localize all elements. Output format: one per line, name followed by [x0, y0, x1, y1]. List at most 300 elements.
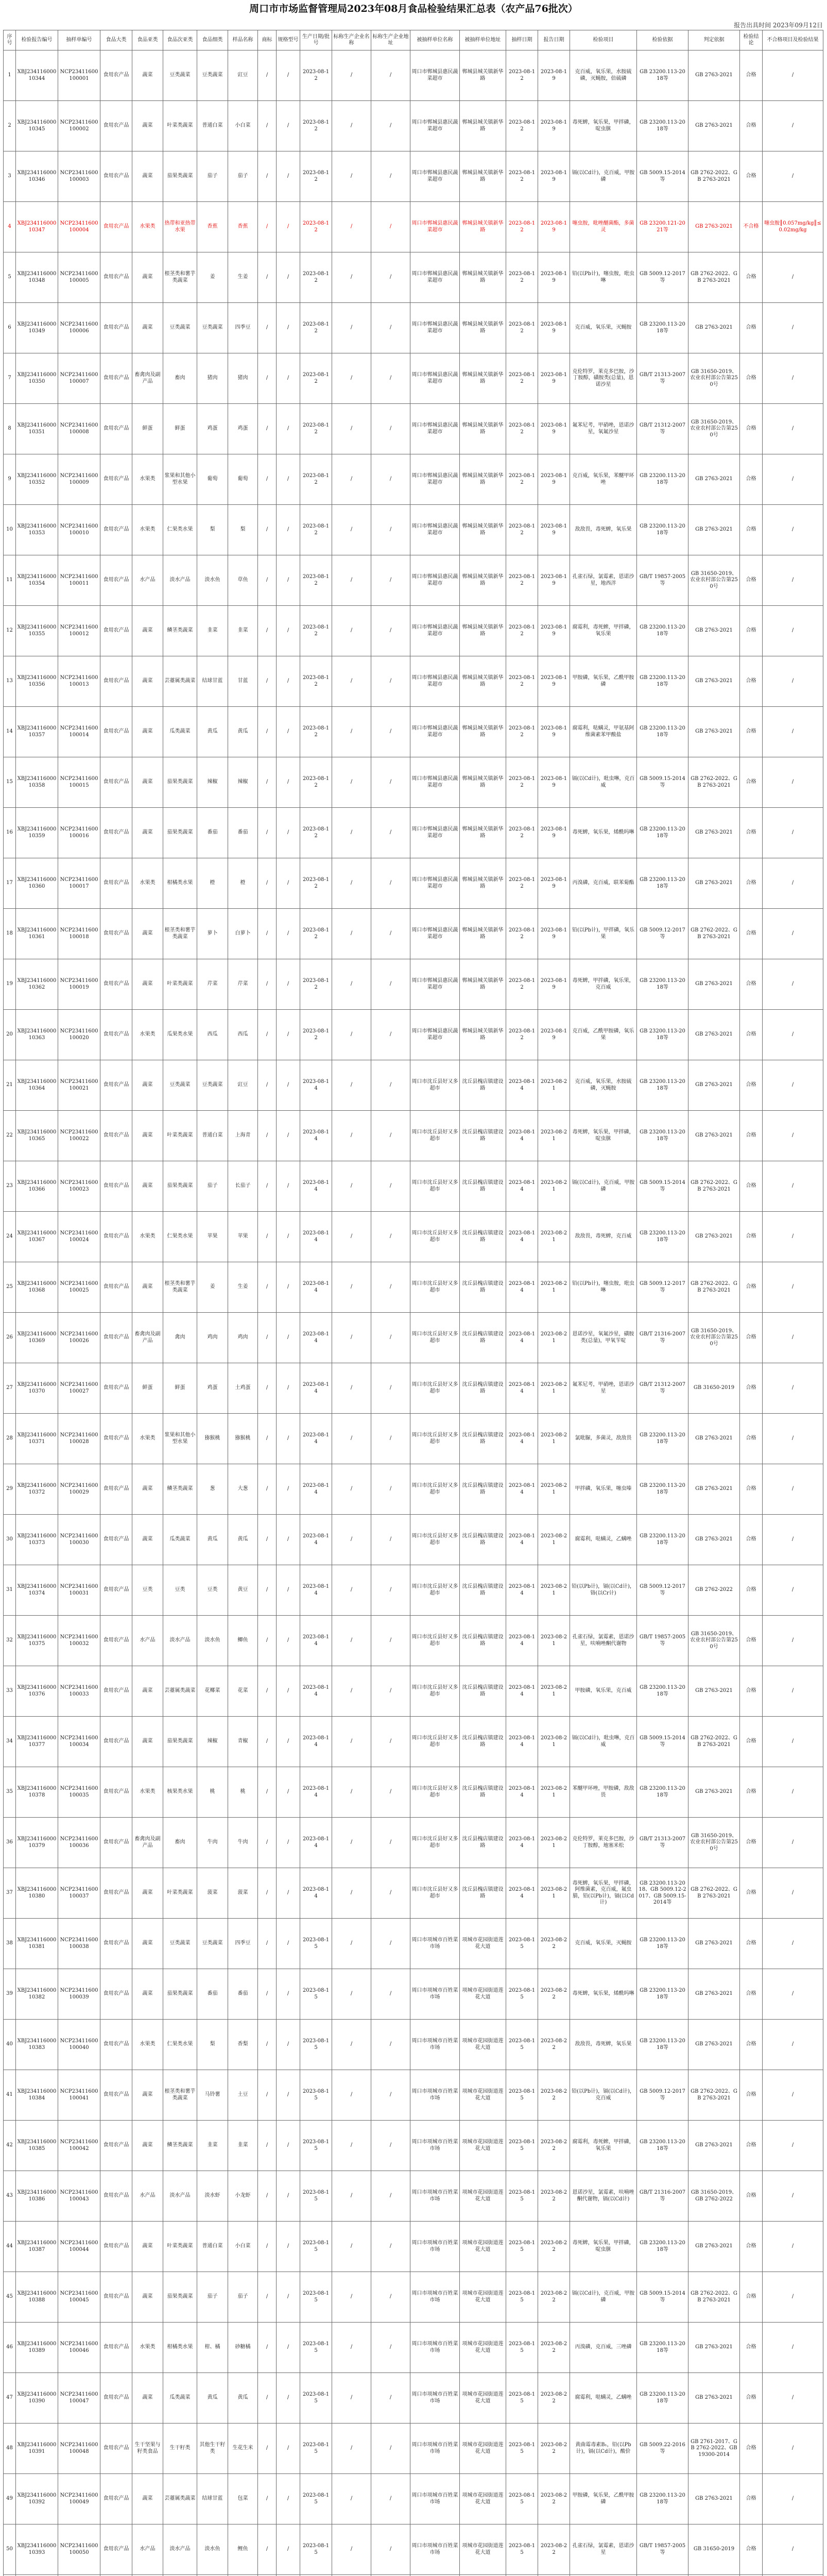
table-cell: /: [258, 1616, 277, 1666]
table-cell: /: [258, 2121, 277, 2171]
table-cell: /: [371, 1565, 410, 1616]
table-cell: 合格: [740, 101, 763, 151]
table-cell: 周口市沈丘县好又多超市: [410, 1363, 460, 1414]
table-cell: 2023-08-12: [506, 151, 538, 202]
table-cell: 项城市花园街道莲花大道: [460, 2272, 506, 2323]
table-cell: 合格: [740, 2373, 763, 2424]
table-cell: 合格: [740, 2121, 763, 2171]
table-cell: 2023-08-15: [506, 2524, 538, 2575]
table-cell: 周口市项城市百姓菜市场: [410, 2171, 460, 2222]
table-cell: 2023-08-15: [300, 2424, 332, 2474]
table-cell: /: [277, 2020, 300, 2070]
table-cell: /: [371, 2222, 410, 2272]
table-cell: 周口市项城市百姓菜市场: [410, 2323, 460, 2373]
table-cell: 噻虫胺║0.057mg/kg║≤0.02mg/kg: [763, 202, 823, 252]
table-cell: /: [277, 1464, 300, 1515]
table-cell: 食用农产品: [100, 1868, 132, 1919]
column-header: 检验项目: [570, 30, 637, 50]
column-header: 食品大类: [100, 30, 132, 50]
table-cell: 辣椒: [197, 757, 228, 808]
table-cell: 黄曲霉毒素B₁，铅(以Pb计)，镉(以Cd计)，酸价: [570, 2424, 637, 2474]
table-cell: 沈丘县槐店镇建设路: [460, 1161, 506, 1212]
table-cell: /: [371, 1161, 410, 1212]
table-cell: 茄果类蔬菜: [163, 1969, 197, 2020]
table-cell: 瓜类蔬菜: [163, 1515, 197, 1565]
table-cell: 22: [4, 1111, 16, 1161]
table-cell: 浆果和其他小型水果: [163, 1414, 197, 1464]
table-cell: /: [258, 1818, 277, 1868]
table-cell: GB 2762-2022、GB 2763-2021: [688, 757, 740, 808]
table-cell: 合格: [740, 1515, 763, 1565]
table-cell: 食用农产品: [100, 1717, 132, 1767]
table-cell: 2023-08-14: [506, 1464, 538, 1515]
table-cell: 水果类: [132, 1010, 163, 1060]
table-cell: /: [371, 1969, 410, 2020]
table-cell: 24: [4, 1212, 16, 1262]
table-cell: 毒死蜱，氧乐果，甲拌磷，阿维菌素，克百威，氟虫腈，铅(以Pb计)，镉(以Cd计): [570, 1868, 637, 1919]
table-cell: XBJ23411600010368: [16, 1262, 58, 1313]
table-cell: GB 2762-2022、GB 2763-2021: [688, 1717, 740, 1767]
table-cell: GB 2763-2021: [688, 959, 740, 1010]
table-cell: 2023-08-12: [300, 656, 332, 707]
table-cell: 合格: [740, 1717, 763, 1767]
table-cell: /: [277, 2121, 300, 2171]
table-cell: 2023-08-22: [538, 2272, 570, 2323]
table-cell: 合格: [740, 2474, 763, 2524]
table-row: [4, 505, 823, 555]
table-cell: 27: [4, 1363, 16, 1414]
table-cell: 沈丘县槐店镇建设路: [460, 1868, 506, 1919]
table-cell: 周口市郸城县惠民蔬菜超市: [410, 606, 460, 656]
table-cell: 45: [4, 2272, 16, 2323]
table-cell: /: [277, 2474, 300, 2524]
table-cell: XBJ23411600010361: [16, 909, 58, 959]
table-cell: 蔬菜: [132, 50, 163, 101]
table-cell: 腐霉利，哒螨灵，甲氨基阿维菌素苯甲酸盐: [570, 707, 637, 757]
table-cell: 31: [4, 1565, 16, 1616]
table-cell: 食用农产品: [100, 505, 132, 555]
table-cell: 姜: [197, 252, 228, 303]
table-cell: XBJ23411600010357: [16, 707, 58, 757]
table-cell: 叶菜类蔬菜: [163, 1111, 197, 1161]
table-cell: GB 2763-2021: [688, 202, 740, 252]
table-cell: XBJ23411600010373: [16, 1515, 58, 1565]
table-cell: 周口市郸城县惠民蔬菜超市: [410, 353, 460, 404]
table-cell: /: [258, 1111, 277, 1161]
table-cell: /: [371, 757, 410, 808]
table-cell: GB 2763-2021: [688, 1010, 740, 1060]
table-cell: /: [277, 909, 300, 959]
table-cell: GB 23200.113-2018等: [637, 303, 688, 353]
table-cell: 蔬菜: [132, 959, 163, 1010]
table-cell: 鲜蛋: [163, 1363, 197, 1414]
table-row: [4, 656, 823, 707]
table-cell: 周口市郸城县惠民蔬菜超市: [410, 808, 460, 858]
table-cell: GB 5009.22-2016等: [637, 2424, 688, 2474]
table-cell: 2023-08-12: [300, 555, 332, 606]
table-cell: GB 23200.113-2018等: [637, 1111, 688, 1161]
table-cell: /: [277, 1313, 300, 1363]
table-cell: /: [763, 1212, 823, 1262]
table-cell: 周口市项城市百姓菜市场: [410, 2474, 460, 2524]
table-cell: 周口市沈丘县好又多超市: [410, 1161, 460, 1212]
table-cell: 砂糖橘: [228, 2323, 258, 2373]
table-cell: 2023-08-19: [538, 707, 570, 757]
table-cell: 水果类: [132, 454, 163, 505]
table-cell: /: [763, 1666, 823, 1717]
table-cell: 食用农产品: [100, 1212, 132, 1262]
table-cell: 32: [4, 1616, 16, 1666]
table-cell: 食用农产品: [100, 1060, 132, 1111]
table-cell: XBJ23411600010385: [16, 2121, 58, 2171]
table-cell: 2023-08-21: [538, 1111, 570, 1161]
table-cell: GB 23200.113-2018等: [637, 2373, 688, 2424]
table-cell: NCP23411600100029: [58, 1464, 100, 1515]
table-cell: 黄豆: [228, 1565, 258, 1616]
table-cell: XBJ23411600010380: [16, 1868, 58, 1919]
table-cell: 2023-08-15: [300, 2373, 332, 2424]
table-cell: 2023-08-12: [300, 454, 332, 505]
table-cell: 2023-08-22: [538, 1969, 570, 2020]
table-cell: 根茎类和薯芋类蔬菜: [163, 2070, 197, 2121]
table-cell: GB 23200.113-2018等: [637, 454, 688, 505]
table-cell: 牛肉: [197, 1818, 228, 1868]
table-cell: 蔬菜: [132, 2373, 163, 2424]
table-cell: 克百威，氧乐果，灭蝇胺: [570, 1919, 637, 1969]
table-cell: XBJ23411600010353: [16, 505, 58, 555]
table-cell: 食用农产品: [100, 2524, 132, 2575]
table-cell: 豆类蔬菜: [163, 1060, 197, 1111]
table-cell: 21: [4, 1060, 16, 1111]
table-cell: 2023-08-12: [506, 555, 538, 606]
table-cell: /: [332, 2272, 371, 2323]
table-cell: 其他生干籽类: [197, 2424, 228, 2474]
table-cell: /: [332, 2020, 371, 2070]
table-cell: 周口市项城市百姓菜市场: [410, 2424, 460, 2474]
table-cell: 茄果类蔬菜: [163, 1161, 197, 1212]
column-header: 标称生产企业名称: [332, 30, 371, 50]
table-cell: GB/T 21316-2007等: [637, 1313, 688, 1363]
table-cell: 2023-08-14: [506, 1767, 538, 1818]
table-cell: /: [763, 1868, 823, 1919]
table-cell: XBJ23411600010374: [16, 1565, 58, 1616]
table-cell: 周口市沈丘县好又多超市: [410, 1767, 460, 1818]
table-cell: 蔬菜: [132, 1060, 163, 1111]
table-row: [4, 707, 823, 757]
table-cell: 8: [4, 404, 16, 454]
table-cell: 茄子: [197, 151, 228, 202]
table-cell: 合格: [740, 1464, 763, 1515]
table-cell: 28: [4, 1414, 16, 1464]
table-cell: /: [258, 1919, 277, 1969]
table-cell: /: [371, 2524, 410, 2575]
table-cell: /: [258, 50, 277, 101]
table-cell: /: [277, 1515, 300, 1565]
column-header: 食品亚类: [132, 30, 163, 50]
table-cell: /: [258, 707, 277, 757]
table-cell: /: [258, 2424, 277, 2474]
table-cell: 食用农产品: [100, 1010, 132, 1060]
table-cell: 13: [4, 656, 16, 707]
table-cell: 韭菜: [228, 2121, 258, 2171]
table-cell: 淡水虾: [197, 2171, 228, 2222]
table-cell: 热带和亚热带水果: [163, 202, 197, 252]
table-cell: /: [371, 1212, 410, 1262]
table-cell: /: [277, 555, 300, 606]
column-header: 抽样单编号: [58, 30, 100, 50]
table-cell: 柑橘类水果: [163, 858, 197, 909]
table-cell: GB 23200.113-2018等: [637, 50, 688, 101]
table-cell: 2023-08-21: [538, 1868, 570, 1919]
table-row: [4, 2323, 823, 2373]
table-cell: 2023-08-12: [506, 909, 538, 959]
table-cell: 黄瓜: [228, 707, 258, 757]
table-cell: /: [371, 1717, 410, 1767]
table-cell: 沈丘县槐店镇建设路: [460, 1262, 506, 1313]
table-cell: 瓜果类水果: [163, 1010, 197, 1060]
table-cell: NCP23411600100017: [58, 858, 100, 909]
table-cell: /: [763, 1060, 823, 1111]
table-cell: /: [332, 909, 371, 959]
table-cell: /: [332, 555, 371, 606]
table-cell: /: [258, 353, 277, 404]
table-cell: /: [277, 1666, 300, 1717]
table-cell: GB 5009.12-2017等: [637, 909, 688, 959]
table-cell: GB/T 21312-2007等: [637, 1363, 688, 1414]
table-cell: 孔雀石绿，氯霉素，恩诺沙星，地西泮: [570, 555, 637, 606]
table-cell: 2023-08-21: [538, 1717, 570, 1767]
table-cell: 2023-08-12: [300, 757, 332, 808]
table-cell: 2023-08-14: [506, 1515, 538, 1565]
table-cell: XBJ23411600010389: [16, 2323, 58, 2373]
table-cell: 合格: [740, 1868, 763, 1919]
table-cell: 叶菜类蔬菜: [163, 101, 197, 151]
table-cell: 2023-08-12: [300, 606, 332, 656]
table-cell: 克百威，氧乐果，苯醚甲环唑: [570, 454, 637, 505]
table-cell: 铅(以Pb计)，噻虫胺，吡虫啉: [570, 252, 637, 303]
table-row: [4, 909, 823, 959]
table-cell: /: [258, 2020, 277, 2070]
table-cell: /: [277, 252, 300, 303]
table-cell: 淡水产品: [163, 555, 197, 606]
table-cell: 2023-08-15: [300, 2070, 332, 2121]
page-title: 周口市市场监督管理局2023年08月食品检验结果汇总表（农产品76批次）: [249, 3, 578, 14]
table-cell: /: [258, 656, 277, 707]
table-cell: 郸城县城关镇新华路: [460, 303, 506, 353]
table-cell: XBJ23411600010367: [16, 1212, 58, 1262]
table-cell: GB 2763-2021: [688, 303, 740, 353]
table-cell: NCP23411600100013: [58, 656, 100, 707]
table-cell: 畜禽肉及副产品: [132, 353, 163, 404]
table-cell: 马铃薯: [197, 2070, 228, 2121]
table-cell: /: [763, 50, 823, 101]
table-cell: 合格: [740, 1313, 763, 1363]
table-cell: 豇豆: [228, 50, 258, 101]
table-cell: 丙溴磷，克百威，联苯菊酯: [570, 858, 637, 909]
column-header: 规格型号: [277, 30, 300, 50]
table-cell: 黄瓜: [197, 1515, 228, 1565]
table-cell: 2023-08-14: [506, 1616, 538, 1666]
table-cell: 蔬菜: [132, 1717, 163, 1767]
table-cell: 2023-08-15: [300, 2222, 332, 2272]
table-cell: 沈丘县槐店镇建设路: [460, 1515, 506, 1565]
table-cell: GB 23200.113-2018等: [637, 1212, 688, 1262]
table-cell: /: [371, 353, 410, 404]
table-cell: 周口市沈丘县好又多超市: [410, 1717, 460, 1767]
table-cell: 鸡蛋: [197, 1363, 228, 1414]
table-cell: /: [277, 505, 300, 555]
column-header: 不合格项目及检验结果: [763, 30, 823, 50]
table-cell: 43: [4, 2171, 16, 2222]
table-cell: GB 2763-2021: [688, 2323, 740, 2373]
table-cell: 2023-08-19: [538, 505, 570, 555]
table-cell: 四季豆: [228, 303, 258, 353]
table-cell: 沈丘县槐店镇建设路: [460, 1818, 506, 1868]
table-cell: 克伦特罗，莱克多巴胺，沙丁胺醇，地塞米松: [570, 1818, 637, 1868]
table-cell: XBJ23411600010345: [16, 101, 58, 151]
table-cell: 2023-08-14: [300, 1616, 332, 1666]
table-cell: /: [258, 2373, 277, 2424]
table-cell: NCP23411600100018: [58, 909, 100, 959]
table-cell: GB 23200.113-2018等: [637, 1919, 688, 1969]
table-cell: /: [371, 505, 410, 555]
table-cell: 合格: [740, 2424, 763, 2474]
table-cell: /: [763, 101, 823, 151]
table-cell: /: [763, 1818, 823, 1868]
table-row: [4, 353, 823, 404]
table-cell: 食用农产品: [100, 1818, 132, 1868]
table-cell: 项城市花园街道莲花大道: [460, 2222, 506, 2272]
table-cell: /: [258, 606, 277, 656]
column-header: 食品细类: [197, 30, 228, 50]
table-cell: 毒死蜱，氧乐果，甲拌磷，啶虫脒: [570, 2222, 637, 2272]
table-cell: /: [258, 1717, 277, 1767]
table-cell: 2023-08-19: [538, 555, 570, 606]
table-cell: /: [371, 1111, 410, 1161]
table-cell: NCP23411600100025: [58, 1262, 100, 1313]
table-cell: 2023-08-14: [506, 1313, 538, 1363]
table-cell: GB 5009.12-2017等: [637, 1565, 688, 1616]
table-cell: 周口市郸城县惠民蔬菜超市: [410, 656, 460, 707]
table-cell: /: [371, 606, 410, 656]
table-cell: 柑橘类水果: [163, 2323, 197, 2373]
table-cell: GB 23200.113-2018等: [637, 1010, 688, 1060]
table-row: [4, 2121, 823, 2171]
table-cell: NCP23411600100035: [58, 1767, 100, 1818]
table-cell: 镉(以Cd计)，克百威，甲胺磷: [570, 151, 637, 202]
table-cell: 合格: [740, 1616, 763, 1666]
table-cell: 腐霉利，毒死蜱，甲拌磷，氧乐果: [570, 2121, 637, 2171]
table-cell: 沈丘县槐店镇建设路: [460, 1767, 506, 1818]
table-cell: 2023-08-21: [538, 1212, 570, 1262]
table-cell: 噻虫胺，吡唑醚菌酯，多菌灵: [570, 202, 637, 252]
table-cell: /: [763, 757, 823, 808]
table-cell: 2023-08-15: [300, 2272, 332, 2323]
table-cell: 39: [4, 1969, 16, 2020]
table-cell: 小龙虾: [228, 2171, 258, 2222]
table-row: [4, 2222, 823, 2272]
table-cell: 2023-08-14: [300, 1717, 332, 1767]
table-cell: /: [371, 252, 410, 303]
table-cell: GB 2763-2021: [688, 1666, 740, 1717]
table-cell: 周口市郸城县惠民蔬菜超市: [410, 454, 460, 505]
table-cell: 蔬菜: [132, 2222, 163, 2272]
table-cell: 项城市花园街道莲花大道: [460, 2070, 506, 2121]
table-cell: XBJ23411600010349: [16, 303, 58, 353]
table-cell: /: [332, 656, 371, 707]
table-cell: 蔬菜: [132, 2474, 163, 2524]
table-cell: 瓜类蔬菜: [163, 2373, 197, 2424]
table-cell: 白萝卜: [228, 909, 258, 959]
table-cell: 辣椒: [228, 757, 258, 808]
table-cell: 46: [4, 2323, 16, 2373]
table-cell: 芹菜: [197, 959, 228, 1010]
table-cell: NCP23411600100044: [58, 2222, 100, 2272]
table-cell: /: [258, 151, 277, 202]
table-cell: 毒死蜱，氧乐果，甲拌磷，啶虫脒: [570, 1111, 637, 1161]
table-cell: NCP23411600100020: [58, 1010, 100, 1060]
table-cell: GB 31650-2019、农业农村部公告第250号: [688, 1818, 740, 1868]
table-cell: 蔬菜: [132, 656, 163, 707]
table-cell: 49: [4, 2474, 16, 2524]
table-cell: 合格: [740, 505, 763, 555]
table-cell: GB 2763-2021: [688, 858, 740, 909]
table-cell: /: [763, 1464, 823, 1515]
table-cell: 香梨: [228, 2020, 258, 2070]
table-cell: /: [371, 1616, 410, 1666]
table-cell: NCP23411600100027: [58, 1363, 100, 1414]
table-cell: 2023-08-14: [506, 1262, 538, 1313]
table-cell: 水果类: [132, 858, 163, 909]
table-cell: 合格: [740, 1767, 763, 1818]
table-cell: 2023-08-19: [538, 252, 570, 303]
table-cell: 黄瓜: [228, 2373, 258, 2424]
table-cell: 姜: [197, 1262, 228, 1313]
table-cell: 合格: [740, 2272, 763, 2323]
table-cell: 合格: [740, 555, 763, 606]
table-cell: 项城市花园街道莲花大道: [460, 2323, 506, 2373]
table-cell: 2023-08-19: [538, 656, 570, 707]
table-cell: 食用农产品: [100, 1565, 132, 1616]
table-cell: 食用农产品: [100, 1666, 132, 1717]
table-cell: 2023-08-15: [506, 2323, 538, 2373]
table-cell: XBJ23411600010354: [16, 555, 58, 606]
table-cell: 2023-08-14: [300, 1767, 332, 1818]
table-cell: XBJ23411600010348: [16, 252, 58, 303]
table-cell: NCP23411600100019: [58, 959, 100, 1010]
table-cell: 梨: [228, 505, 258, 555]
table-cell: /: [763, 1414, 823, 1464]
table-cell: 23: [4, 1161, 16, 1212]
table-cell: 食用农产品: [100, 959, 132, 1010]
table-cell: /: [763, 303, 823, 353]
table-cell: /: [258, 2222, 277, 2272]
table-cell: /: [332, 1969, 371, 2020]
table-cell: XBJ23411600010350: [16, 353, 58, 404]
table-cell: 根茎类和薯芋类蔬菜: [163, 252, 197, 303]
table-cell: /: [763, 2272, 823, 2323]
table-cell: GB 23200.113-2018等: [637, 2020, 688, 2070]
table-cell: 花椰菜: [197, 1666, 228, 1717]
table-cell: 合格: [740, 1969, 763, 2020]
table-cell: GB 23200.113-2018等: [637, 2121, 688, 2171]
table-cell: /: [332, 1717, 371, 1767]
table-row: [4, 2373, 823, 2424]
table-cell: 合格: [740, 1010, 763, 1060]
table-cell: 食用农产品: [100, 808, 132, 858]
table-cell: XBJ23411600010370: [16, 1363, 58, 1414]
table-cell: /: [371, 1363, 410, 1414]
